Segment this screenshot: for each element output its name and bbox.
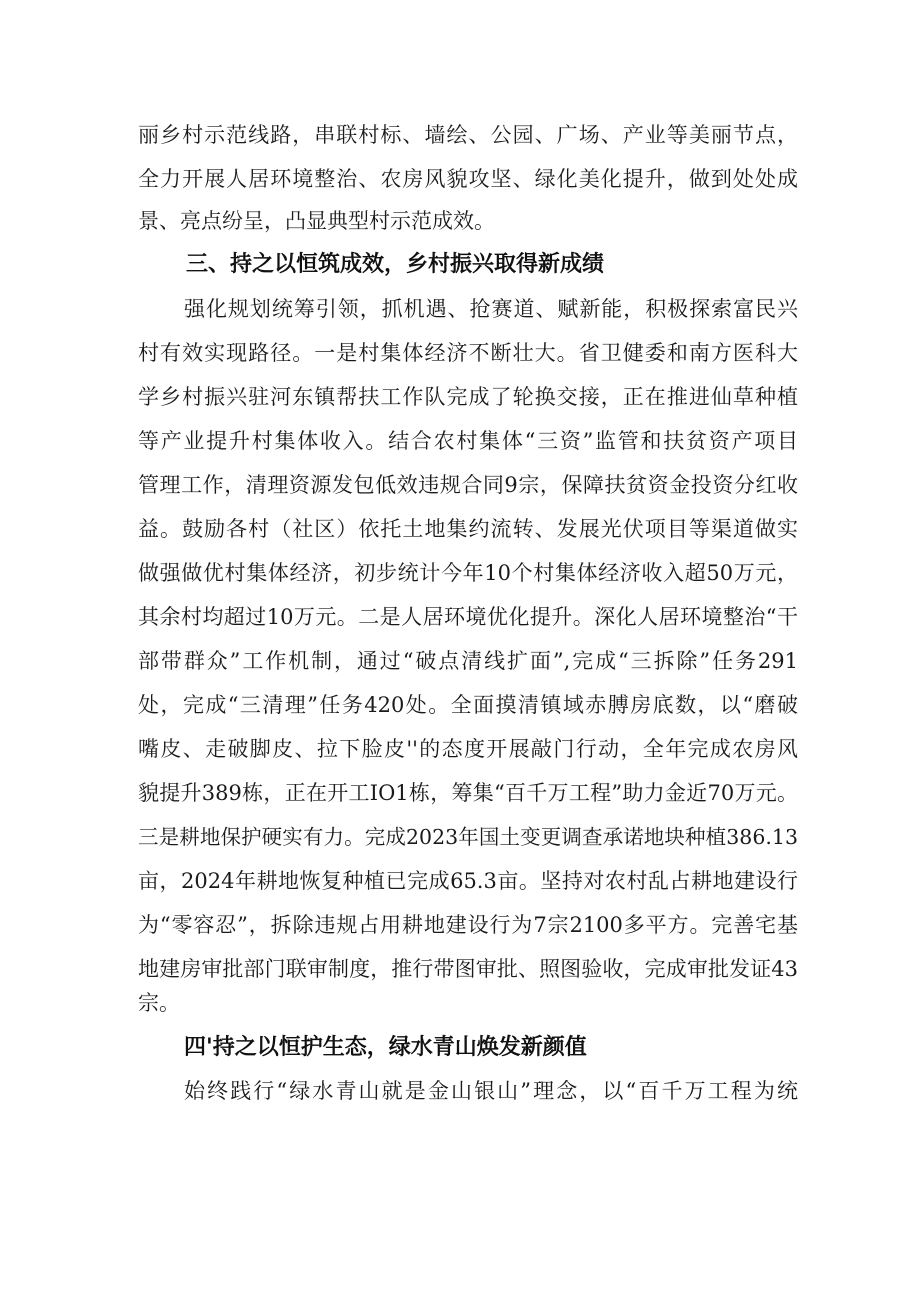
paragraph-line: 等产业提升村集体收入。结合农村集体“三资”监管和扶贫资产项目 xyxy=(138,429,798,453)
paragraph-line: 亩，2024年耕地恢复种植已完成65.3亩。坚持对农村乱占耕地建设行 xyxy=(138,869,798,893)
paragraph-line: 为“零容忍”，拆除违规占用耕地建设行为7宗2100多平方。完善宅基 xyxy=(138,913,798,937)
paragraph-line: 丽乡村示范线路，串联村标、墙绘、公园、广场、产业等美丽节点， xyxy=(138,123,798,147)
paragraph-line: 始终践行“绿水青山就是金山银山”理念，以“百千万工程为统 xyxy=(184,1079,798,1103)
paragraph-line: 地建房审批部门联审制度，推行带图审批、照图验收，完成审批发证43 xyxy=(138,957,798,981)
paragraph-line: 嘴皮、走破脚皮、拉下脸皮''的态度开展敲门行动，全年完成农房风 xyxy=(138,737,798,761)
section-heading-3: 三、持之以恒筑成效，乡村振兴取得新成绩 xyxy=(186,252,605,277)
paragraph-line: 貌提升389栋，正在开工IO1栋，筹集“百千万工程”助力金近70万元。 xyxy=(138,781,798,805)
paragraph-line: 宗。 xyxy=(138,991,180,1015)
paragraph-line: 全力开展人居环境整治、农房风貌攻坚、绿化美化提升，做到处处成 xyxy=(138,167,798,191)
paragraph-line: 强化规划统筹引领，抓机遇、抢赛道、赋新能，积极探索富民兴 xyxy=(184,297,798,321)
paragraph-line: 部带群众”工作机制，通过“破点清线扩面”,完成“三拆除”任务291 xyxy=(138,649,798,673)
paragraph-line: 学乡村振兴驻河东镇帮扶工作队完成了轮换交接，正在推进仙草种植 xyxy=(138,385,798,409)
paragraph-line: 村有效实现路径。一是村集体经济不断壮大。省卫健委和南方医科大 xyxy=(138,341,798,365)
paragraph-line: 三是耕地保护硬实有力。完成2023年国土变更调查承诺地块种植386.13 xyxy=(138,825,798,849)
paragraph-line: 其余村均超过10万元。二是人居环境优化提升。深化人居环境整治“干 xyxy=(138,605,798,629)
paragraph-line: 益。鼓励各村（社区）依托土地集约流转、发展光伏项目等渠道做实 xyxy=(138,517,798,541)
paragraph-line: 管理工作，清理资源发包低效违规合同9宗，保障扶贫资金投资分红收 xyxy=(138,473,798,497)
paragraph-line: 做强做优村集体经济，初步统计今年10个村集体经济收入超50万元， xyxy=(138,561,798,585)
section-heading-4: 四'持之以恒护生态，绿水青山焕发新颜值 xyxy=(184,1035,587,1060)
paragraph-line: 景、亮点纷呈，凸显典型村示范成效。 xyxy=(138,209,495,233)
paragraph-line: 处，完成“三清理”任务420处。全面摸清镇域赤膊房底数，以“磨破 xyxy=(138,693,798,717)
